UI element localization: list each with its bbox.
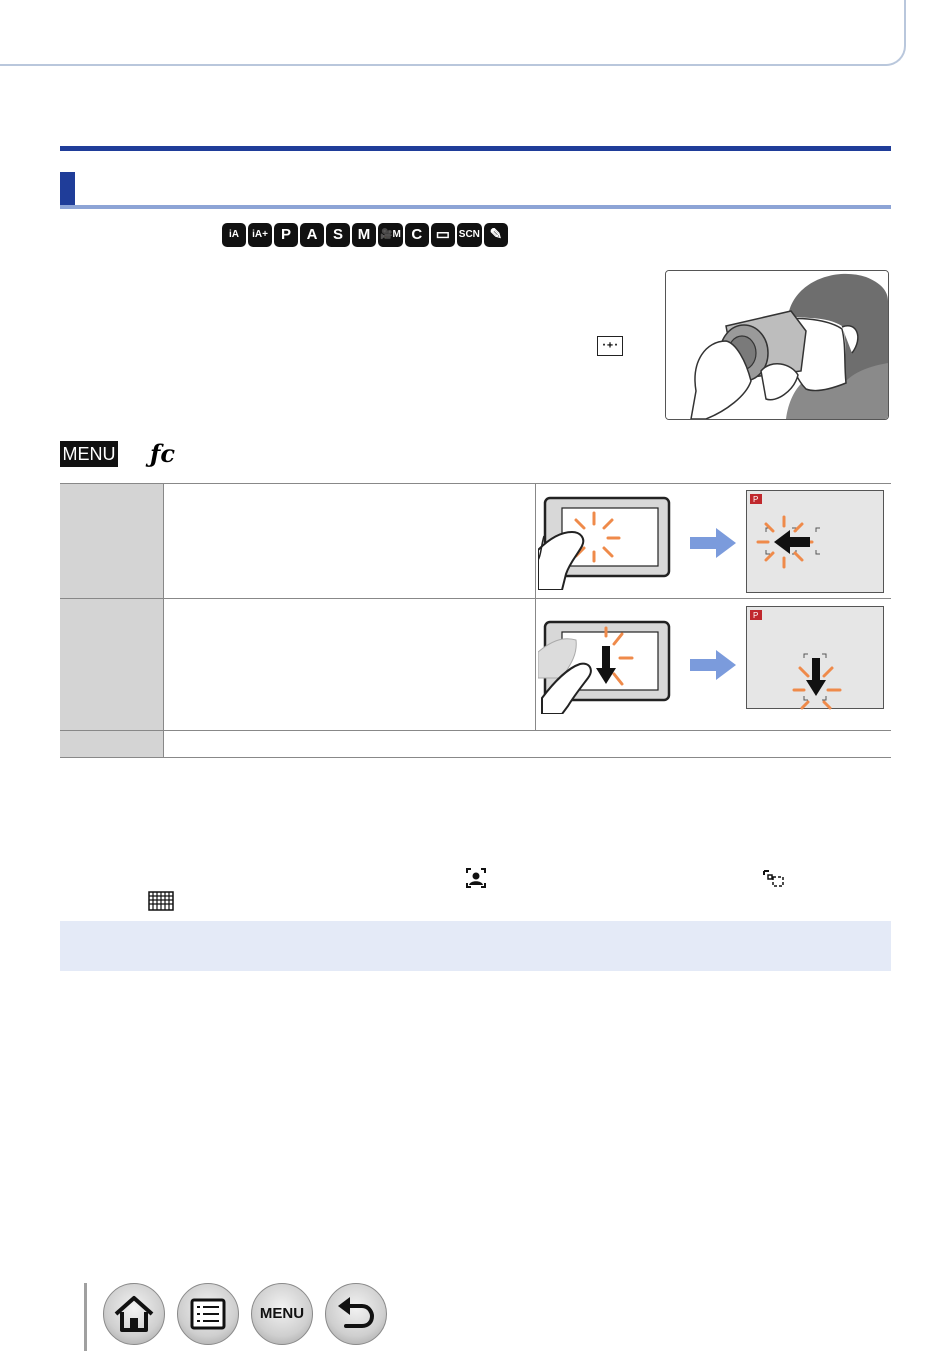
table-row-header-3: [60, 731, 163, 757]
menu-button[interactable]: [251, 1283, 313, 1345]
section-marker: [60, 172, 75, 209]
person-with-camera-illustration: [666, 271, 888, 419]
back-button[interactable]: [325, 1283, 387, 1345]
table-row-header-2: [60, 599, 163, 730]
viewfinder-photo: [665, 270, 889, 420]
chapter-rule: [60, 146, 891, 151]
next-arrow-icon: [690, 528, 736, 558]
back-icon: [326, 1284, 386, 1344]
mode-creative-icon: ✎: [484, 223, 508, 247]
mode-ia-icon: iA: [222, 223, 246, 247]
mode-p-icon: P: [274, 223, 298, 247]
screen-mode-badge: P: [753, 495, 759, 504]
mode-c-icon: C: [405, 223, 429, 247]
table-row-divider: [60, 598, 891, 599]
table-row-divider: [60, 730, 891, 731]
touch-monitor-figure: [538, 490, 678, 590]
multi-area-af-icon: [148, 891, 174, 911]
table-column-divider: [163, 483, 164, 758]
recording-mode-icons: [222, 223, 508, 247]
mode-m-icon: M: [352, 223, 376, 247]
menu-badge: MENU: [60, 441, 118, 467]
af-frame-dragged-screen: [746, 606, 884, 710]
next-arrow-icon: [690, 650, 736, 680]
table-border-bottom: [60, 757, 891, 758]
tracking-af-icon: [763, 870, 785, 888]
custom-menu-icon: ƒc: [150, 439, 175, 468]
af-point-icon: ·+·: [597, 336, 623, 356]
contents-button[interactable]: [177, 1283, 239, 1345]
note-box: [60, 921, 891, 971]
mode-s-icon: S: [326, 223, 350, 247]
page-tab-frame: [0, 0, 906, 66]
section-rule: [60, 205, 891, 209]
screen-mode-badge: P: [753, 611, 759, 620]
mode-scn-icon: SCN: [457, 223, 482, 247]
menu-button-label: MENU: [259, 1305, 305, 1322]
home-icon: [104, 1284, 164, 1344]
home-button[interactable]: [103, 1283, 165, 1345]
nav-separator: [84, 1283, 87, 1351]
table-border-top: [60, 483, 891, 484]
table-row-header-1: [60, 484, 163, 598]
table-column-divider: [535, 483, 536, 730]
mode-panorama-icon: ▭: [431, 223, 455, 247]
mode-a-icon: A: [300, 223, 324, 247]
contents-list-icon: [178, 1284, 238, 1344]
af-frame-moved-screen: [746, 490, 884, 594]
mode-movie-m-icon: 🎥M: [378, 223, 403, 247]
mode-ia-plus-icon: iA+: [248, 223, 272, 247]
drag-monitor-figure: [538, 606, 678, 714]
face-detection-icon: [466, 868, 486, 888]
